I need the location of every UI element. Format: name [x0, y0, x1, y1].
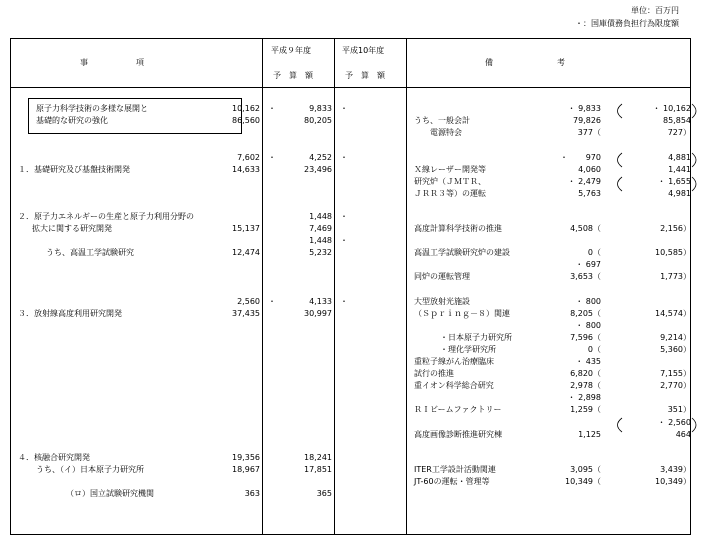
row0-item-line1: 原子力科学技術の多様な展開と [36, 104, 148, 113]
dot-marker: ・ [560, 153, 568, 162]
row2-item-line1: ２．原子力エネルギーの生産と原子力利用分野の [18, 212, 194, 221]
row3-item: ３．放射線高度利用研究開発 [18, 309, 122, 318]
paren-arc [612, 150, 702, 198]
row0-h9-limit: 10,162 [232, 104, 260, 113]
column-header-h10: 平成10年度 [342, 46, 385, 55]
row3-h9-limit: 2,560 [237, 297, 260, 306]
row2-item-line2: 拡大に関する研究開発 [32, 224, 112, 233]
dot-marker: ・ [340, 212, 348, 221]
row3-h10-budget: 30,997 [304, 309, 332, 318]
dot-marker: ・ [268, 297, 276, 306]
row2-h10-sub: 5,232 [309, 248, 332, 257]
column-header-h10-budget: 予 算 額 [345, 71, 385, 80]
dot-marker: ・ [340, 104, 348, 113]
row4-h9-sub1: 18,967 [232, 465, 260, 474]
row4-h10-budget: 18,241 [304, 453, 332, 462]
row1-item: １．基礎研究及び基盤技術開発 [18, 165, 130, 174]
dot-marker: ・ [268, 104, 276, 113]
row1-h9-budget: 14,633 [232, 165, 260, 174]
row1-h9-limit: 7,602 [237, 153, 260, 162]
row0-h10-budget: 80,205 [304, 116, 332, 125]
column-header-item: 事 項 [80, 58, 144, 67]
row3-h10-limit: 4,133 [309, 297, 332, 306]
legend-note: ・：国庫債務負担行為限度額 [575, 19, 679, 28]
row2-h10-budget: 7,469 [309, 224, 332, 233]
row3-h9-budget: 37,435 [232, 309, 260, 318]
column-header-remarks: 備 考 [485, 58, 565, 67]
row2-h9-sub: 12,474 [232, 248, 260, 257]
dot-marker: ・ [340, 236, 348, 245]
row1-h10-budget: 23,496 [304, 165, 332, 174]
row2-h10-limit2: 1,448 [309, 236, 332, 245]
column-header-h9: 平成９年度 [271, 46, 311, 55]
row4-item: ４．核融合研究開発 [18, 453, 90, 462]
column-header-h9-budget: 予 算 額 [273, 71, 313, 80]
row4-h10-sub2: 365 [316, 489, 332, 498]
unit-note: 単位：百万円 [631, 6, 679, 15]
row4-item-sub2: （ロ）国立試験研究機関 [66, 489, 154, 498]
dot-marker: ・ [268, 153, 276, 162]
row2-h10-limit1: 1,448 [309, 212, 332, 221]
row4-h9-budget: 19,356 [232, 453, 260, 462]
row2-item-sub: うち、高温工学試験研究 [46, 248, 134, 257]
dot-marker: ・ [340, 153, 348, 162]
row2-h9-budget: 15,137 [232, 224, 260, 233]
dot-marker: ・ [340, 297, 348, 306]
row0-h10-limit: 9,833 [309, 104, 332, 113]
row0-h9-budget: 86,560 [232, 116, 260, 125]
row0-item-line2: 基礎的な研究の強化 [36, 116, 108, 125]
row4-h9-sub2: 363 [244, 489, 260, 498]
paren-arc [612, 415, 702, 437]
row4-item-sub1: うち、（イ）日本原子力研究所 [36, 465, 144, 474]
paren-arc [612, 101, 702, 123]
row4-h10-sub1: 17,851 [304, 465, 332, 474]
row1-h10-limit: 4,252 [309, 153, 332, 162]
